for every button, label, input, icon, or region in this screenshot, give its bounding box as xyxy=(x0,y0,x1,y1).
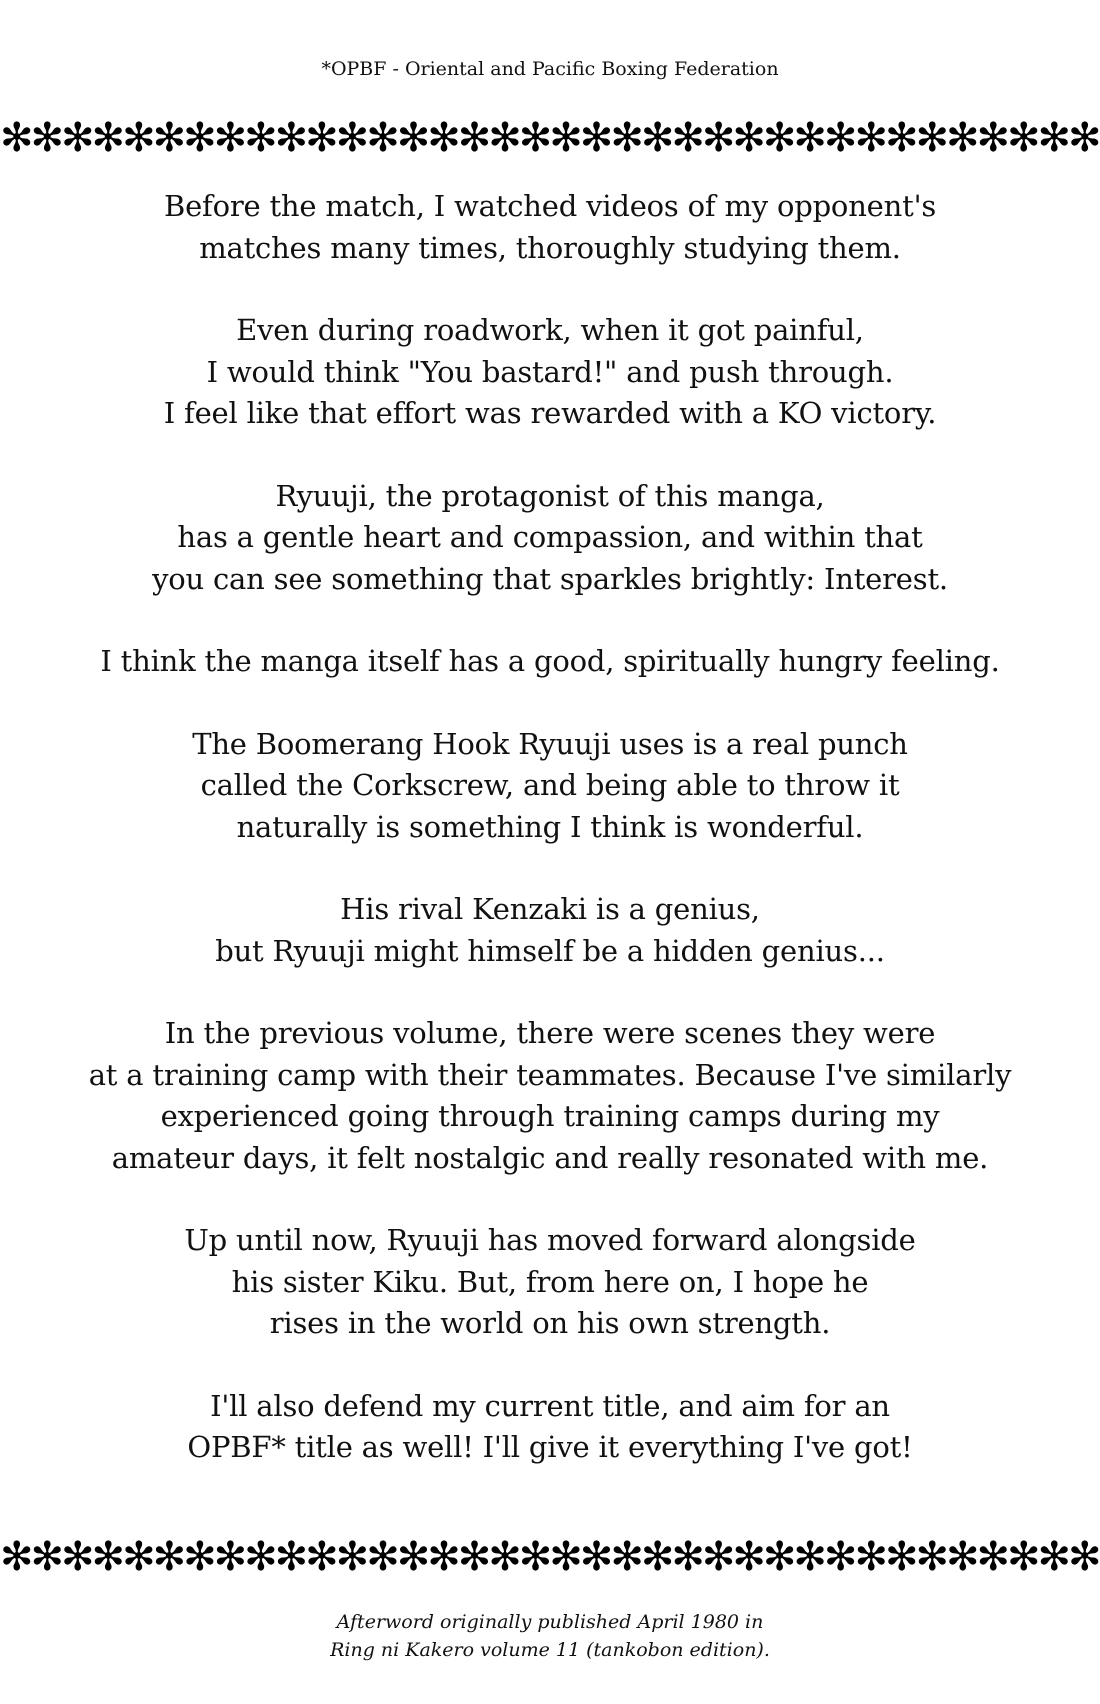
text-line: Even during roadwork, when it got painful, xyxy=(236,313,864,347)
text-line: but Ryuuji might himself be a hidden genius... xyxy=(215,933,885,968)
text-line: I'll also defend my current title, and aim for an xyxy=(210,1388,890,1423)
text-line: at a training camp with their teammates. Because I've similarly xyxy=(88,1057,1012,1092)
text-line: experienced going through training camps during my xyxy=(160,1099,940,1133)
asterisk-divider-top: ✻✻✻✻✻✻✻✻✻✻✻✻✻✻✻✻✻✻✻✻✻✻✻✻✻✻✻✻✻✻✻✻✻✻✻✻ xyxy=(0,118,1099,158)
credit-line-2: Ring ni Kakero volume 11 (tankobon edition). xyxy=(330,1639,770,1661)
text-line: In the previous volume, there were scenes they were xyxy=(164,1016,936,1050)
footnote-opbf: *OPBF - Oriental and Pacific Boxing Federation xyxy=(321,58,779,80)
text-line: The Boomerang Hook Ryuuji uses is a real punch xyxy=(192,726,908,761)
paragraph-rival-kenzaki xyxy=(0,889,1100,972)
text-line: I feel like that effort was rewarded with a KO victory. xyxy=(163,396,937,430)
paragraph-manga-feeling xyxy=(0,641,1100,683)
afterword-body xyxy=(0,186,1100,1510)
text-line: I would think "You bastard!" and push through. xyxy=(206,354,894,389)
text-line: amateur days, it felt nostalgic and really resonated with me. xyxy=(111,1140,989,1175)
paragraph-opbf-title xyxy=(0,1386,1100,1469)
text-line: his sister Kiku. But, from here on, I hope he xyxy=(231,1264,869,1299)
paragraph-training-camp xyxy=(0,1013,1100,1179)
text-line: OPBF* title as well! I'll give it everything I've got! xyxy=(187,1430,913,1464)
text-line: called the Corkscrew, and being able to throw it xyxy=(200,768,900,802)
asterisk-divider-bottom: ✻✻✻✻✻✻✻✻✻✻✻✻✻✻✻✻✻✻✻✻✻✻✻✻✻✻✻✻✻✻✻✻✻✻✻✻ xyxy=(0,1537,1099,1577)
paragraph-sister-kiku xyxy=(0,1220,1100,1345)
paragraph-boomerang-hook xyxy=(0,724,1100,849)
credit-line-1: Afterword originally published April 1980 in xyxy=(336,1611,764,1633)
text-line: Before the match, I watched videos of my opponent's xyxy=(163,189,937,223)
text-line: matches many times, thoroughly studying them. xyxy=(199,230,901,265)
paragraph-ryuuji-protagonist xyxy=(0,476,1100,601)
text-line: has a gentle heart and compassion, and within that xyxy=(177,520,923,554)
text-line: Ryuuji, the protagonist of this manga, xyxy=(275,478,825,513)
text-line: His rival Kenzaki is a genius, xyxy=(340,892,760,926)
text-line: I think the manga itself has a good, spiritually hungry feeling. xyxy=(100,644,1000,678)
publication-credit xyxy=(0,1608,1100,1664)
text-line: Up until now, Ryuuji has moved forward alongside xyxy=(184,1223,916,1257)
paragraph-roadwork xyxy=(0,310,1100,435)
text-line: rises in the world on his own strength. xyxy=(269,1306,831,1340)
text-line: you can see something that sparkles brightly: Interest. xyxy=(152,561,948,596)
paragraph-studying-opponent xyxy=(0,186,1100,269)
text-line: naturally is something I think is wonderful. xyxy=(236,809,864,844)
